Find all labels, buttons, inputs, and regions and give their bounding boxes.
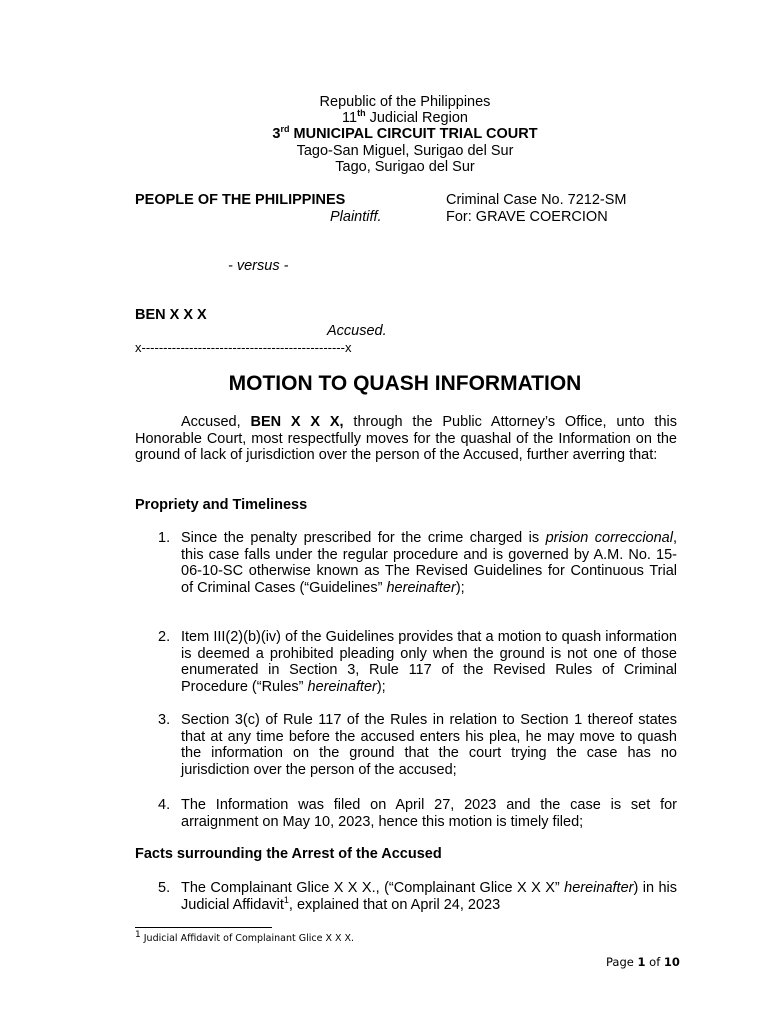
caption-divider: x-----------------------------------------------x	[135, 340, 352, 355]
case-offense: For: GRAVE COERCION	[446, 209, 608, 225]
item-number: 4.	[158, 797, 171, 813]
item-4-text: The Information was filed on April 27, 2023 and the case is set for arraignment on May 10, 2023, hence this motion is timely filed;	[181, 797, 677, 830]
item-number: 5.	[158, 880, 171, 896]
footnote: $^1$ Judicial Affidavit of Complainant Glice X X X.	[135, 929, 355, 944]
judicial-region-line: 11th Judicial Region	[342, 108, 468, 126]
location-line-2: Tago, Surigao del Sur	[335, 159, 475, 175]
accused-name: BEN X X X	[135, 307, 207, 323]
case-number: Criminal Case No. 7212-SM	[446, 192, 627, 208]
section-heading-propriety: Propriety and Timeliness	[135, 497, 308, 513]
item-number: 2.	[158, 629, 171, 645]
court-name-line: 3rd MUNICIPAL CIRCUIT TRIAL COURT	[272, 124, 538, 142]
footnote-reference: 1	[283, 894, 289, 905]
location-line-1: Tago-San Miguel, Surigao del Sur	[296, 143, 514, 159]
section-heading-arrest-facts: Facts surrounding the Arrest of the Accused	[135, 846, 442, 862]
republic-line: Republic of the Philippines	[319, 94, 491, 110]
footnote-separator	[135, 927, 272, 928]
plaintiff-role: Plaintiff.	[330, 209, 382, 225]
accused-role: Accused.	[327, 323, 387, 339]
intro-paragraph: Accused, BEN X X X, through the Public Attorney’s Office, unto this Honorable Court, most respectfully moves for the quashal of the Information on the ground of lack of jurisdiction over the person of the Accused, further averring that:	[135, 414, 677, 463]
item-number: 3.	[158, 712, 171, 728]
versus-text: - versus -	[228, 258, 289, 274]
item-2-text: Item III(2)(b)(iv) of the Guidelines provides that a motion to quash information is deemed a prohibited pleading only when the ground is not one of those enumerated in Section 3, Rule 117 of the Revised Rules of Criminal Procedure (“Rules” hereinafter);	[181, 629, 677, 695]
item-5-text: The Complainant Glice X X X., (“Complainant Glice X X X” hereinafter) in his Judicial Affidavit$^1$, explained that on April 24, 2023	[181, 880, 677, 913]
page-number: Page 1 of 10	[606, 955, 680, 969]
document-title: MOTION TO QUASH INFORMATION	[228, 372, 582, 395]
item-number: 1.	[158, 530, 171, 546]
item-1-text: Since the penalty prescribed for the crime charged is prision correccional, this case falls under the regular procedure and is governed by A.M. No. 15-06-10-SC otherwise known as The Revised Guidelines for Continuous Trial of Criminal Cases (“Guidelines” hereinafter);	[181, 530, 677, 596]
item-3-text: Section 3(c) of Rule 117 of the Rules in relation to Section 1 thereof states that at any time before the accused enters his plea, he may move to quash the information on the ground that the court trying the case has no jurisdiction over the person of the accused;	[181, 712, 677, 778]
plaintiff-name: PEOPLE OF THE PHILIPPINES	[135, 192, 346, 208]
